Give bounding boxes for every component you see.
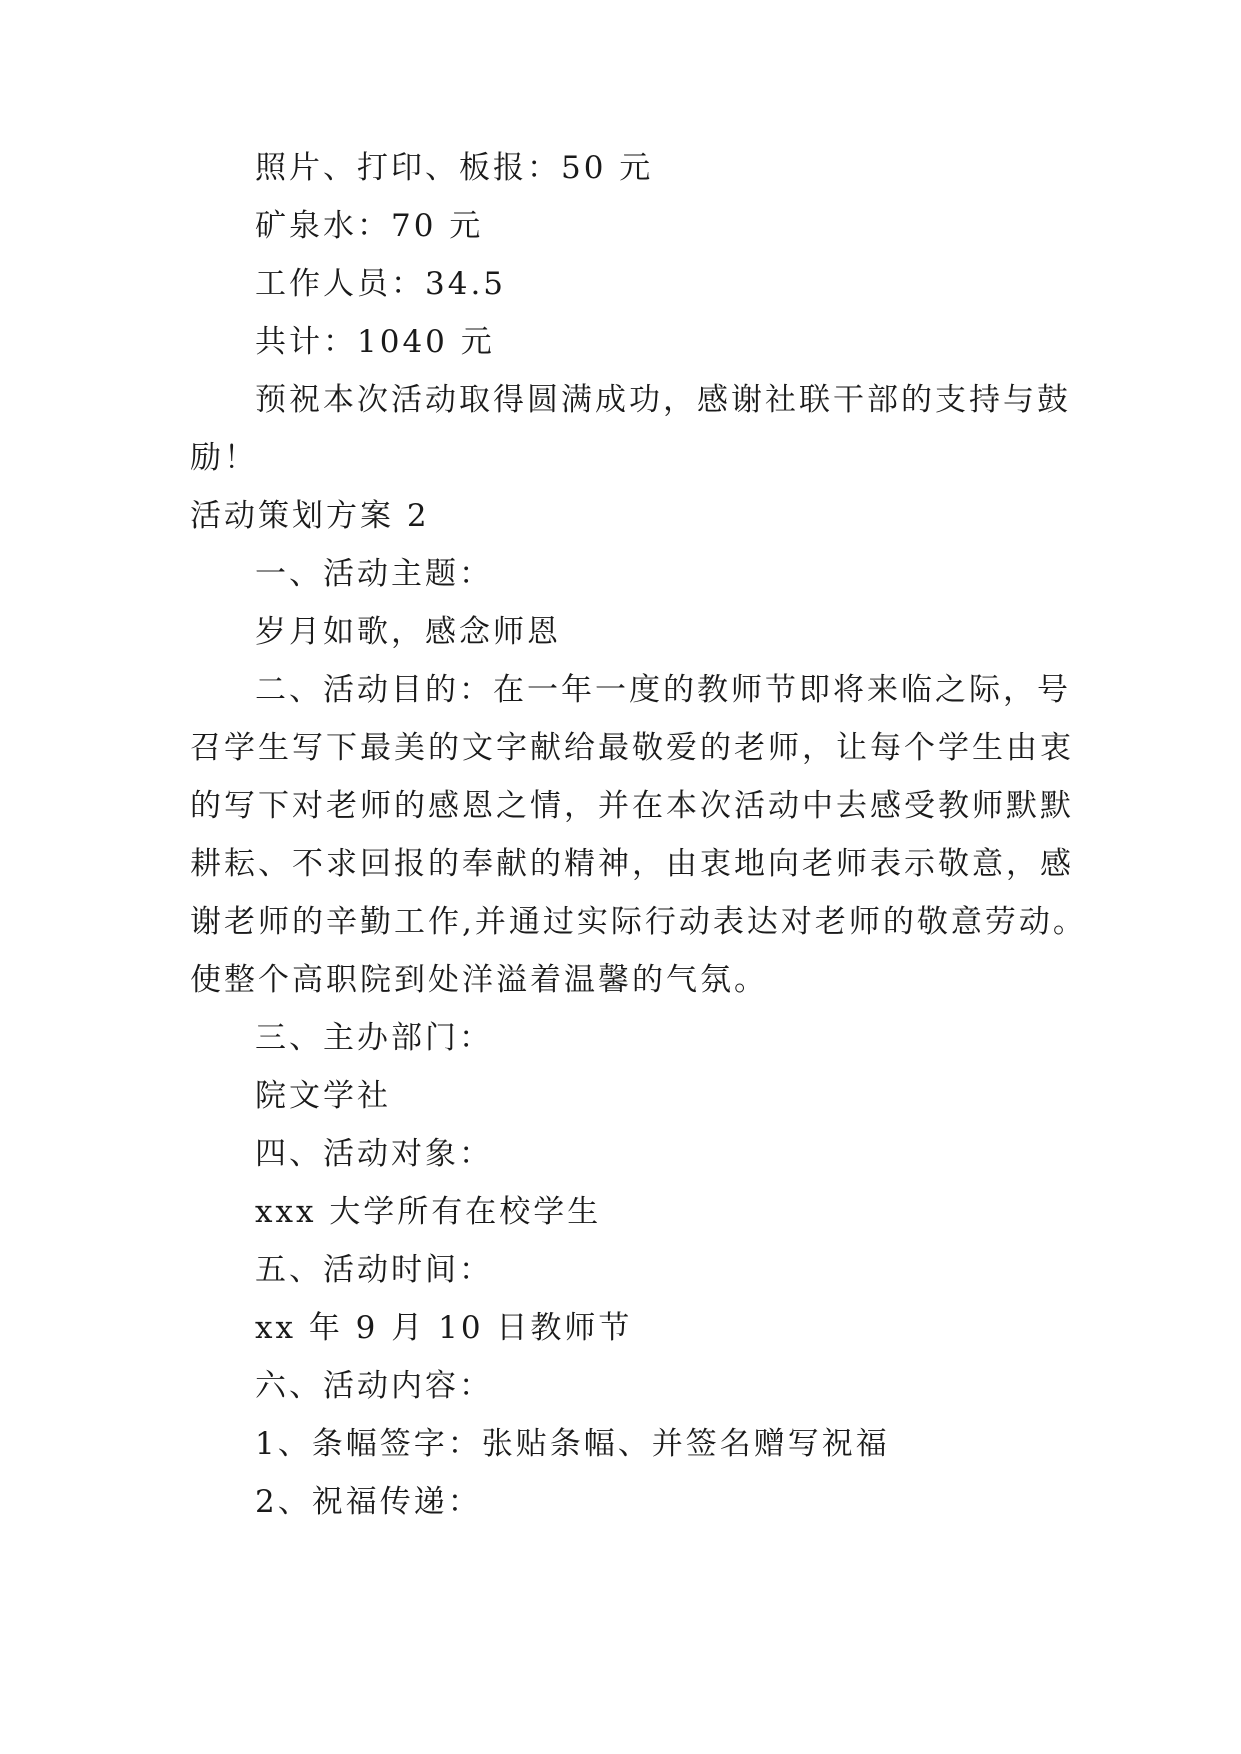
purpose-line-3: 的写下对老师的感恩之情，并在本次活动中去感受教师默默 [190,788,1074,824]
heading-organizer: 三、主办部门： [255,1020,493,1056]
line-budget-water: 矿泉水：70 元 [255,208,484,244]
line-closing-wish-cont: 励！ [190,440,258,476]
purpose-line-6: 使整个高职院到处洋溢着温馨的气氛。 [190,962,768,998]
heading-purpose: 二、活动目的：在一年一度的教师节即将来临之际，号 [255,672,1071,708]
line-budget-photos: 照片、打印、板报：50 元 [255,150,654,186]
theme-text: 岁月如歌，感念师恩 [255,614,561,650]
line-budget-total: 共计：1040 元 [255,324,495,360]
content-item-1: 1、条幅签字：张贴条幅、并签名赠写祝福 [255,1426,890,1462]
audience-text: xxx 大学所有在校学生 [255,1194,602,1230]
purpose-line-5: 谢老师的辛勤工作,并通过实际行动表达对老师的敬意劳动。 [190,904,1087,940]
heading-content: 六、活动内容： [255,1368,493,1404]
purpose-line-2: 召学生写下最美的文字献给最敬爱的老师，让每个学生由衷 [190,730,1074,766]
heading-time: 五、活动时间： [255,1252,493,1288]
line-closing-wish: 预祝本次活动取得圆满成功，感谢社联干部的支持与鼓 [255,382,1071,418]
section-title: 活动策划方案 2 [190,498,430,534]
line-budget-staff: 工作人员：34.5 [255,266,507,302]
time-text: xx 年 9 月 10 日教师节 [255,1310,633,1346]
content-item-2: 2、祝福传递： [255,1484,482,1520]
organizer-text: 院文学社 [255,1078,391,1114]
heading-audience: 四、活动对象： [255,1136,493,1172]
heading-theme: 一、活动主题： [255,556,493,592]
purpose-line-4: 耕耘、不求回报的奉献的精神，由衷地向老师表示敬意，感 [190,846,1074,882]
